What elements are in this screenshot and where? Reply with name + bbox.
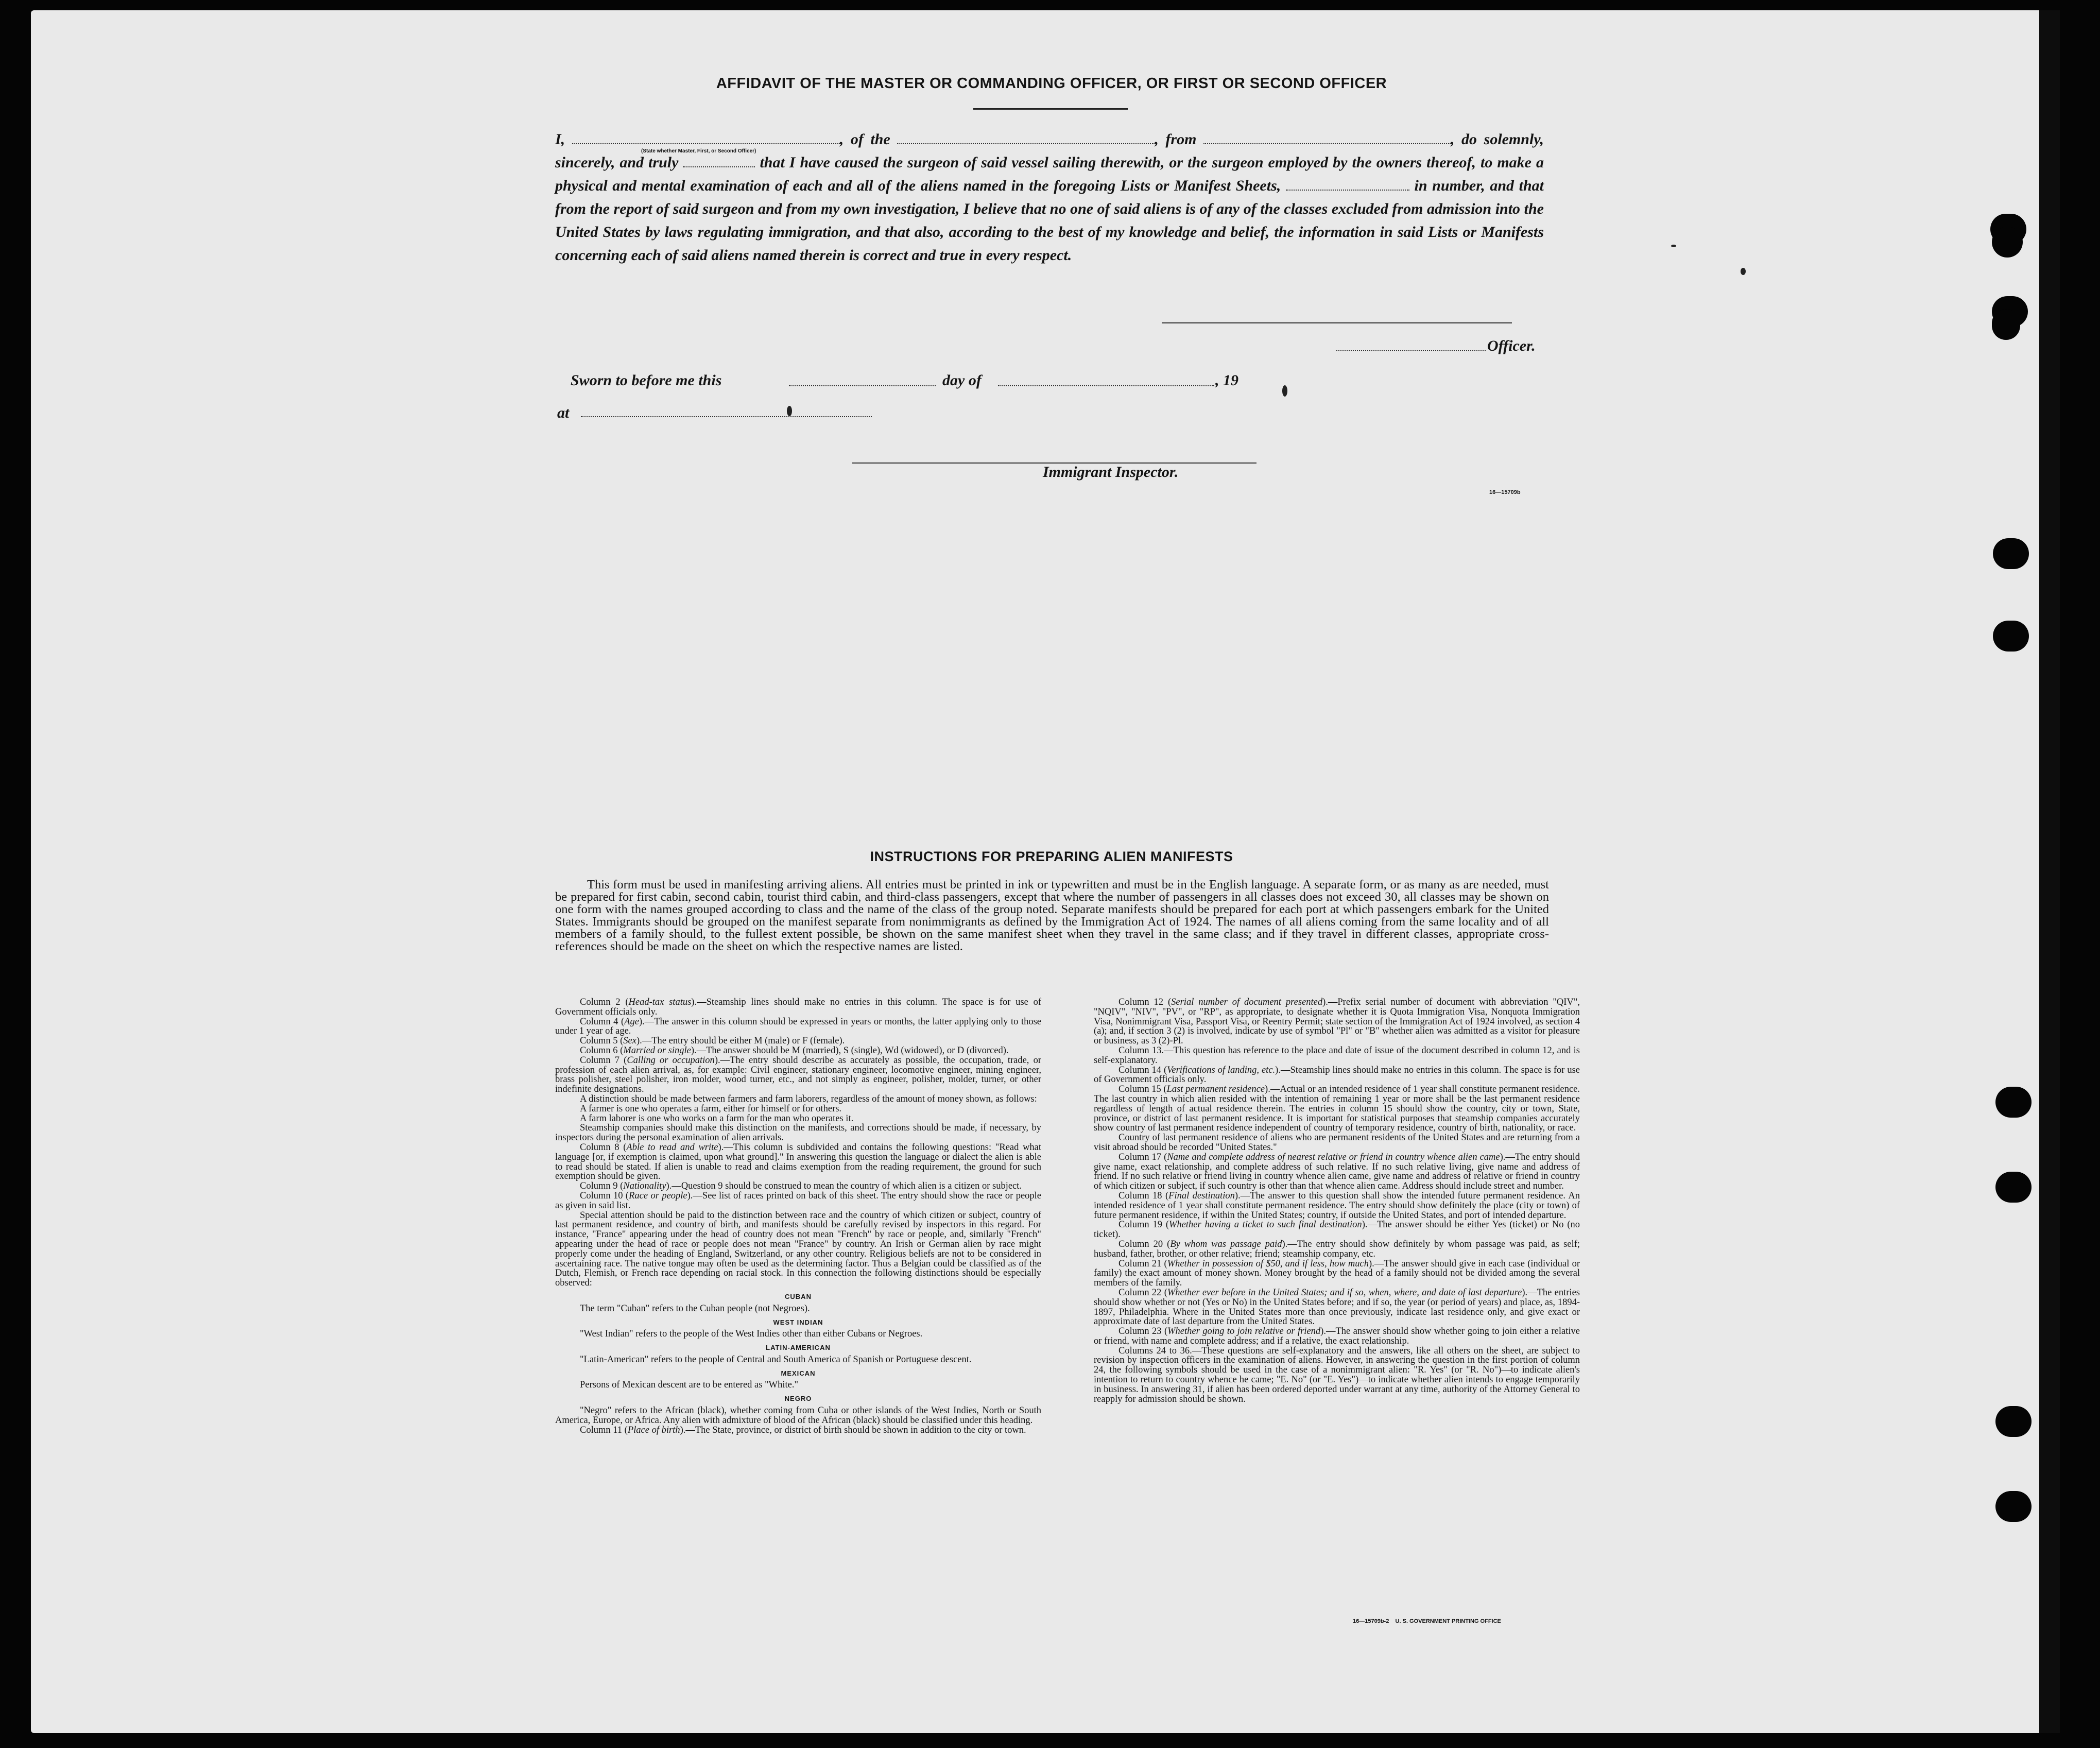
country-residence-note: Country of last permanent residence of aliens who are permanent residents of the United States and are returning from a visit abroad should be recorded "United States." (1094, 1133, 1580, 1153)
column-23-note: Column 23 (Whether going to join relative or friend).—The answer should show whether going to join either a relative or friend, with name and complete address; and if a relative, the exact relationship. (1094, 1326, 1580, 1346)
column-11-note: Column 11 (Place of birth).—The State, province, or district of birth should be shown in addition to the city or town. (580, 1425, 1026, 1435)
year-label: , 19 (1215, 372, 1238, 389)
label-do: , do (1450, 131, 1477, 148)
sworn-place-field[interactable] (581, 416, 872, 417)
statement-part-1: solemnly, sincerely, and truly (555, 131, 1544, 171)
statement-part-2: that I have caused the surgeon of said vessel sailing therewith, or the surgeon employed by the owners thereof, to make a physical and mental examination of each and all of the aliens named in the foregoing Lists or Manifest Sheets, (555, 154, 1544, 194)
ink-speck (1282, 385, 1287, 397)
farm-distinction: A distinction should be made between farmers and farm laborers, regardless of the amount of money shown, as follows: (580, 1093, 1037, 1104)
form-number: 16—15709b (1489, 489, 1521, 495)
punch-hole (1992, 227, 2023, 258)
latin-american-heading: LATIN-AMERICAN (766, 1344, 831, 1352)
officer-signature-field[interactable] (1336, 350, 1486, 351)
inspector-label: Immigrant Inspector. (1043, 464, 1179, 481)
column-14-note: Column 14 (Verifications of landing, etc.).—Steamship lines should make no entries in this column. The space is for use of Government officials only. (1094, 1065, 1580, 1085)
column-4-note: Column 4 (Age).—The answer in this column should be expressed in years or months, the latter applying only to those under 1 year of age. (555, 1016, 1042, 1037)
affidavit-title: AFFIDAVIT OF THE MASTER OR COMMANDING OFFICER, OR FIRST OR SECOND OFFICER (716, 75, 1387, 92)
cuban-heading: CUBAN (785, 1292, 812, 1300)
column-21-note: Column 21 (Whether in possession of $50, and if less, how much).—The answer should give in each case (individual or family) the exact amount of money shown. Money brought by the head of a family should not be divided among the several members of the family. (1094, 1258, 1580, 1289)
column-22-note: Column 22 (Whether ever before in the United States; and if so, when, where, and date of last departure).—The entries should show whether or not (Yes or No) in the United States before; and if so, the year (or period of years) and place, as, 1894-1897, Philadelphia. Where in the United States more than once previously, indicate last residence only, and give exact or approximate date of last departure from the United States. (1094, 1287, 1580, 1327)
punch-hole (1993, 538, 2029, 569)
vessel-name-field[interactable] (897, 131, 1155, 144)
punch-hole (1992, 309, 2020, 340)
officer-label: Officer. (1487, 337, 1536, 354)
ink-speck (787, 406, 792, 416)
mexican-heading: MEXICAN (781, 1369, 816, 1377)
punch-hole (1995, 1406, 2032, 1437)
pronoun-i: I, (555, 131, 565, 148)
printing-office-footer: 16—15709b-2 U. S. GOVERNMENT PRINTING OFFICE (1353, 1618, 1501, 1624)
negro-definition: "Negro" refers to the African (black), whether coming from Cuba or other islands of the West Indies, North or South America, Europe, or Africa. Any alien with admixture of blood of the African (black) should be classified under this heading. (555, 1406, 1041, 1426)
latin-american-definition: "Latin-American" refers to the people of Central and South America of Spanish or Portuguese descent. (580, 1354, 972, 1365)
column-15-note: Column 15 (Last permanent residence).—Actual or an intended residence of 1 year shall constitute permanent residence. The last country in which alien resided with the intention of remaining 1 year or more shall be the last permanent residence regardless of length of actual residence therein. The entries in column 15 should show the country, city or town, State, province, or district of last permanent residence. It is important for statistical purposes that steamship companies accurately show country of last permanent residence independent of country of temporary residence, country of birth, nationality, or race. (1094, 1084, 1580, 1134)
day-of-label: day of (942, 372, 982, 389)
column-2-note: Column 2 (Head-tax status).—Steamship lines should make no entries in this column. The space is for use of Government officials only. (555, 997, 1042, 1017)
signature-line (1162, 322, 1512, 323)
column-18-note: Column 18 (Final destination).—The answer to this question shall show the intended future permanent residence. An intended residence of 1 year shall constitute permanent residence. The entry should show definitely the place (city or town) of future permanent residence, if within the United States; country, if outside the United States, and port of intended departure. (1094, 1190, 1580, 1221)
at-label: at (557, 404, 570, 421)
affidavit-statement (555, 128, 1544, 267)
farm-laborer-definition: A farm laborer is one who works on a farm for the man who operates it. (580, 1113, 854, 1124)
alien-count-field[interactable] (1286, 177, 1409, 191)
west-indian-definition: "West Indian" refers to the people of the West Indies other than either Cubans or Negroes. (580, 1329, 923, 1340)
ink-speck (1671, 245, 1676, 247)
mexican-definition: Persons of Mexican descent are to be entered as "White." (580, 1380, 799, 1391)
officer-name-field[interactable] (572, 131, 840, 144)
page-edge-shadow (2039, 10, 2060, 1733)
column-10-note: Column 10 (Race or people).—See list of races printed on back of this sheet. The entry should show the race or people as given in said list. (555, 1190, 1042, 1211)
punch-hole (1995, 1172, 2032, 1203)
officer-rank-note: (State whether Master, First, or Second Officer) (641, 148, 756, 154)
column-17-note: Column 17 (Name and complete address of nearest relative or friend in country whence alien came).—The entry should give name, exact relationship, and complete address of such relative. If no such relative living, give name and address of friend. If no such relative or friend living in country whence alien came, give name and address of relative or friend in country of which citizen or subject, if such country is other than that whence alien came. Address should include street and number. (1094, 1152, 1580, 1192)
column-8-note: Column 8 (Able to read and write).—This column is subdivided and contains the following questions: "Read what language [or, if exemption is claimed, upon what ground]." In answering this question the language or dialect the alien is able to read should be stated. If alien is unable to read and claims exemption from the reading requirement, the ground for such exemption should be given. (555, 1142, 1042, 1182)
ink-speck (1741, 268, 1746, 275)
punch-hole (1993, 621, 2029, 652)
sworn-label: Sworn to before me this (571, 372, 722, 389)
label-of-the: , of the (839, 131, 890, 148)
race-distinction-note: Special attention should be paid to the distinction between race and the country of which citizen or subject, country of last permanent residence, and country of birth, and manifests should be carefully revised by inspectors in this regard. For instance, "France" appearing under the head of country does not mean "French" by race or people, and, similarly "French" appearing under the head of race or people does not mean "France" by country. An Irish or German alien by race might properly come under the heading of England, Switzerland, or any other country. Religious beliefs are not to be considered in ascertaining race. The native tongue may often be used as the determining factor. Thus a Belgian could be classified as of the Dutch, Flemish, or French race depending on racial stock. In this connection the following distinctions should be especially observed: (555, 1210, 1041, 1289)
punch-hole (1995, 1087, 2032, 1118)
cuban-definition: The term "Cuban" refers to the Cuban people (not Negroes). (580, 1303, 810, 1314)
column-7-note: Column 7 (Calling or occupation).—The entry should describe as accurately as possible, the occupation, trade, or profession of each alien arrival, as, for example: Civil engineer, stationary engineer, locomotive engineer, mining engineer, brass polisher, steel polisher, iron molder, wood turner, etc., and not simply as engineer, polisher, molder, turner, or other indefinite designations. (555, 1055, 1041, 1095)
west-indian-heading: WEST INDIAN (773, 1318, 823, 1326)
label-from: , from (1155, 131, 1197, 148)
columns-24-36-note: Columns 24 to 36.—These questions are self-explanatory and the answers, like all others on the sheet, are subject to revision by inspection officers in the examination of aliens. However, in answering the question in the first portion of column 24, the following symbols should be used in the case of a nonimmigrant alien: "R. Yes" (or "R. No")—to indicate alien's intention to return to country whence he came; "E. No" (or "E. Yes")—to indicate whether alien intends to engage temporarily in business. In answering 31, if alien has been ordered deported under warrant at any time, authority of the Attorney General to reapply for admission should be shown. (1094, 1345, 1580, 1404)
document-sheet (31, 10, 2050, 1733)
port-from-field[interactable] (1203, 131, 1451, 144)
column-20-note: Column 20 (By whom was passage paid).—The entry should show definitely by whom passage was paid, as self; husband, father, brother, or other relative; friend; steamship company, etc. (1094, 1239, 1580, 1259)
sworn-day-field[interactable] (789, 385, 936, 386)
instructions-intro: This form must be used in manifesting arriving aliens. All entries must be printed in ink or typewritten and must be in the English language. A separate form, or as many as are needed, must be prepared for first cabin, second cabin, tourist third cabin, and third-class passengers, except that where the number of passengers in all classes does not exceed 30, all classes may be shown on one form with the names grouped according to class and the name of the class of the group noted. Separate manifests should be prepared for each port at which passengers embark for the United States. Immigrants should be grouped on the manifest separate from nonimmigrants as defined by the Immigration Act of 1924. The names of all aliens coming from the same locality and of all members of a family should, to the fullest extent possible, be shown on the same manifest sheet when they travel in the same class; and if they travel in different classes, appropriate cross-references should be made on the sheet on which the respective names are listed. (555, 878, 1549, 953)
column-19-note: Column 19 (Whether having a ticket to such final destination).—The answer should be either Yes (ticket) or No (no ticket). (1094, 1220, 1580, 1240)
farmer-definition: A farmer is one who operates a farm, either for himself or for others. (580, 1103, 842, 1114)
sworn-month-field[interactable] (998, 385, 1214, 386)
negro-heading: NEGRO (784, 1395, 812, 1403)
column-5-note: Column 5 (Sex).—The entry should be either M (male) or F (female). (580, 1036, 845, 1047)
statement-part-3: in number, and that from the report of said surgeon and from my own investigation, I believe that no one of said aliens is of any of the classes excluded from admission into the United States by laws regulating immigration, and that also, according to the best of my knowledge and belief, the information in said Lists or Manifests concerning each of said aliens named therein is correct and true in every respect. (555, 177, 1544, 264)
column-13-note: Column 13.—This question has reference to the place and date of issue of the document described in column 12, and is self-explanatory. (1094, 1045, 1580, 1066)
title-underline (973, 108, 1128, 110)
instructions-title: INSTRUCTIONS FOR PREPARING ALIEN MANIFESTS (870, 849, 1233, 864)
oath-field[interactable] (683, 154, 755, 167)
instructions-right-column (1094, 998, 1580, 1404)
column-6-note: Column 6 (Married or single).—The answer should be M (married), S (single), Wd (widowed), or D (divorced). (580, 1045, 1009, 1056)
column-12-note: Column 12 (Serial number of document presented).—Prefix serial number of document with abbreviation "QIV", "NQIV", "NIV", "PV", or "RP", as appropriate, to designate whether it is Quota Immigration Visa, Nonquota Immigration Visa, Nonimmigrant Visa, Passport Visa, or Reentry Permit; state section of the Immigration Act of 1924 involved, as section 4 (a); and, if section 3 (2) is involved, indicate by use of symbol "Pl" or "B" whether alien was admitted as a visitor for pleasure or business, as 3 (2)-Pl. (1094, 997, 1580, 1047)
instructions-left-column (555, 998, 1041, 1435)
steamship-note: Steamship companies should make this distinction on the manifests, and corrections should be made, if necessary, by inspectors during the personal examination of alien arrivals. (555, 1123, 1041, 1143)
punch-hole (1995, 1491, 2032, 1522)
column-9-note: Column 9 (Nationality).—Question 9 should be construed to mean the country of which alien is a citizen or subject. (580, 1181, 1022, 1192)
